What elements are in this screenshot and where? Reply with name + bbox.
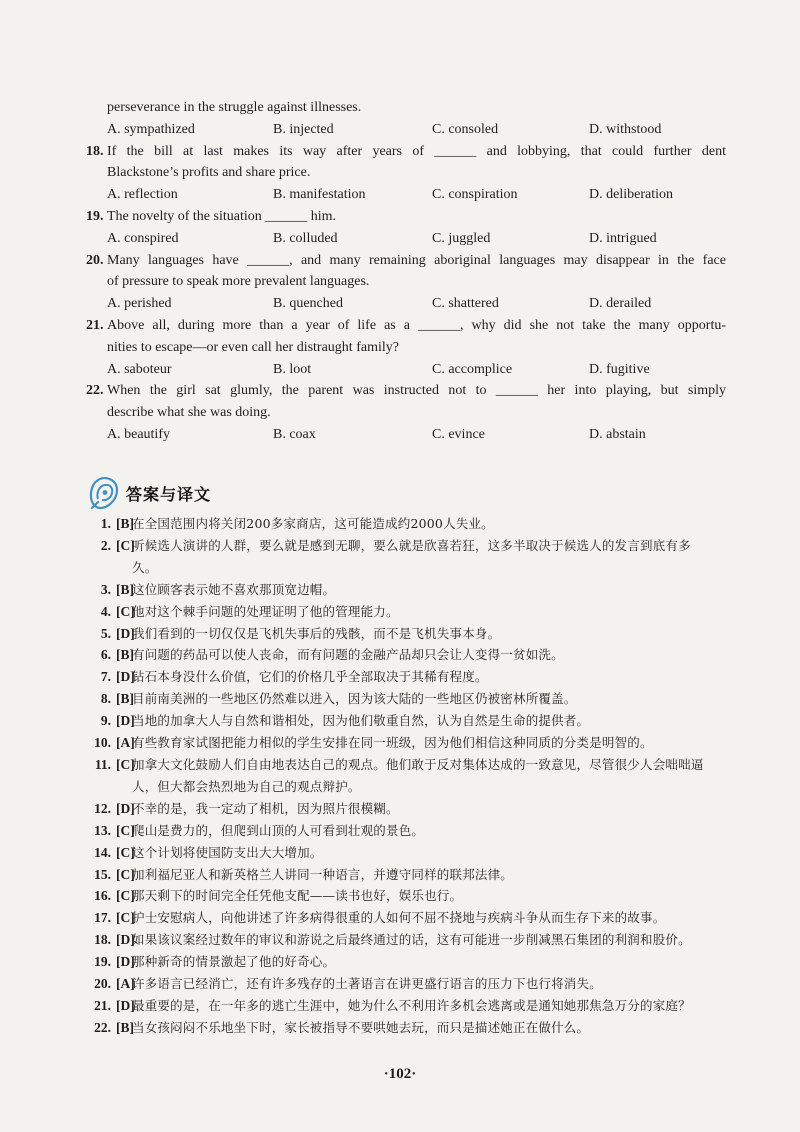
question-18-line-2: Blackstone’s profits and share price. [107,165,311,181]
option-c: C. accomplice [432,361,513,377]
question-20-line-1: 20. Many languages have ______, and many remaining aboriginal languages may disappear in the face [86,250,726,272]
answer-translation: 这个计划将使国防支出大大增加。 [132,844,323,860]
option-b: B. loot [273,361,312,377]
answer-number: 18. [94,932,111,948]
answer-translation: 爬山是费力的，但爬到山顶的人可看到壮观的景色。 [132,822,425,838]
answer-translation: 那天剩下的时间完全任凭他支配——读书也好，娱乐也行。 [132,888,463,904]
answer-item [86,842,710,864]
answer-section-icon [88,475,120,511]
answer-key: [D] [116,800,135,816]
question-21-line-1: 21. Above all, during more than a year of life as a ______, why did she not take the many opportu- [86,315,726,337]
page-number: ·102· [383,1066,417,1082]
answer-key: [B] [116,691,134,707]
answer-key: [C] [116,910,135,926]
answer-translation: 护士安慰病人，向他讲述了许多病得很重的人如何不屈不挠地与疾病斗争从而生存下来的故事。 [132,910,666,926]
answer-number: 15. [94,866,111,882]
option-c: C. conspiration [432,187,518,203]
answer-number: 9. [100,713,111,729]
answer-number: 10. [94,735,111,751]
answer-item [86,579,710,601]
answer-number: 20. [94,976,111,992]
answer-number: 12. [94,800,111,816]
questions-block [86,97,726,446]
answer-number: 6. [100,647,111,663]
answer-translation: 当女孩闷闷不乐地坐下时，家长被指导不要哄她去玩，而只是描述她正在做什么。 [132,1019,590,1035]
answer-translation: 有些教育家试图把能力相似的学生安排在同一班级，因为他们相信这种同质的分类是明智的。 [132,735,653,751]
option-d: D. derailed [589,296,652,312]
answer-number: 21. [94,997,111,1013]
question-number: 20. [86,252,104,268]
answer-key: [D] [116,932,135,948]
question-17-options [86,119,726,141]
answer-translation: 不幸的是，我一定动了相机，因为照片很模糊。 [132,800,399,816]
answer-translation: 最重要的是，在一年多的逃亡生涯中，她为什么不利用许多机会逃离或是通知她那焦急万分的家庭？ [132,997,691,1013]
question-number: 18. [86,143,104,159]
answer-translation: 目前南美洲的一些地区仍然难以进入，因为该大陆的一些地区仍被密林所覆盖。 [132,691,577,707]
answer-number: 17. [94,910,111,926]
answer-item [86,864,710,886]
answer-key: [B] [116,647,134,663]
option-a: A. reflection [107,187,178,203]
question-22-line-1: 22. When the girl sat glumly, the parent was instructed not to ______ her into playing, but simply [86,380,726,402]
answer-key: [B] [116,581,134,597]
answer-item [86,754,710,798]
answers-list [86,513,710,1039]
question-20-options [86,293,726,315]
section-title: 答案与译文 [126,484,212,504]
answer-number: 11. [94,756,111,772]
option-d: D. fugitive [589,361,650,377]
option-c: C. shattered [432,296,499,312]
answer-item [86,623,710,645]
answer-key: [C] [116,844,135,860]
question-number: 19. [86,208,104,224]
option-b: B. coax [273,426,316,442]
option-c: C. evince [432,426,485,442]
answer-key: [C] [116,756,135,772]
answer-key: [C] [116,603,135,619]
answer-translation: 听候选人演讲的人群，要么就是感到无聊，要么就是欣喜若狂，这多半取决于候选人的发言到底有多久。 [132,537,691,575]
option-a: A. perished [107,296,172,312]
question-21-line-2: nities to escape—or even call her distraught family? [107,339,399,355]
answer-item [86,710,710,732]
question-number: 22. [86,383,104,399]
option-d: D. deliberation [589,187,673,203]
answer-translation: 我们看到的一切仅仅是飞机失事后的残骸，而不是飞机失事本身。 [132,625,501,641]
answer-translation: 他对这个棘手问题的处理证明了他的管理能力。 [132,603,399,619]
option-b: B. manifestation [273,187,366,203]
answer-key: [D] [116,997,135,1013]
answer-item [86,798,710,820]
section-header [88,473,211,513]
answer-key: [D] [116,625,135,641]
answer-item [86,973,710,995]
answer-item [86,820,710,842]
answer-number: 16. [94,888,111,904]
answer-key: [D] [116,954,135,970]
answer-item [86,688,710,710]
answer-item [86,929,710,951]
answer-number: 8. [100,691,111,707]
answer-item [86,535,710,579]
answer-translation: 如果该议案经过数年的审议和游说之后最终通过的话，这有可能进一步削减黑石集团的利润和股价。 [132,932,691,948]
option-b: B. injected [273,121,334,137]
answer-item [86,601,710,623]
answer-item [86,907,710,929]
answer-number: 4. [100,603,111,619]
question-22-options [86,424,726,446]
answer-number: 14. [94,844,111,860]
answer-key: [A] [116,976,135,992]
answer-key: [B] [116,1019,134,1035]
question-18-line-1: 18. If the bill at last makes its way after years of ______ and lobbying, that could further dent [86,141,726,163]
question-17-tail: perseverance in the struggle against illnesses. [107,100,362,115]
question-18-options [86,184,726,206]
answer-item [86,666,710,688]
answer-translation: 钻石本身没什么价值，它们的价格几乎全部取决于其稀有程度。 [132,669,488,685]
answer-translation: 在全国范围内将关闭200多家商店，这可能造成约2000人失业。 [132,516,494,531]
answer-key: [C] [116,888,135,904]
option-a: A. saboteur [107,361,172,377]
answer-key: [C] [116,866,135,882]
answer-number: 2. [100,537,111,553]
option-b: B. quenched [273,296,343,312]
answer-translation: 这位顾客表示她不喜欢那顶宽边帽。 [132,581,336,597]
question-number: 21. [86,317,104,333]
option-a: A. beautify [107,426,170,442]
answer-number: 3. [100,581,111,597]
question-19-options [86,228,726,250]
answer-translation: 许多语言已经消亡，还有许多残存的土著语言在讲更盛行语言的压力下也行将消失。 [132,976,602,992]
question-21-options [86,359,726,381]
answer-item [86,951,710,973]
answer-translation: 加拿大文化鼓励人们自由地表达自己的观点。他们敢于反对集体达成的一致意见，尽管很少人会咄咄逼人，但大都会热烈地为自己的观点辩护。 [132,756,704,794]
option-b: B. colluded [273,230,338,246]
option-a: A. conspired [107,230,179,246]
answer-item [86,513,710,535]
answer-translation: 当地的加拿大人与自然和谐相处，因为他们敬重自然，认为自然是生命的提供者。 [132,713,590,729]
question-20-line-2: of pressure to speak more prevalent languages. [107,274,370,290]
option-d: D. withstood [589,121,662,137]
answer-translation: 有问题的药品可以使人丧命，而有问题的金融产品却只会让人变得一贫如洗。 [132,647,564,663]
answer-number: 13. [94,822,111,838]
answer-item [86,732,710,754]
option-c: C. juggled [432,230,491,246]
answer-key: [C] [116,822,135,838]
answer-item [86,644,710,666]
answer-number: 1. [100,516,111,531]
answer-item [86,1017,710,1039]
answer-translation: 那种新奇的情景激起了他的好奇心。 [132,954,336,970]
answer-item [86,885,710,907]
answer-key: [B] [116,516,134,531]
option-a: A. sympathized [107,121,195,137]
answer-number: 19. [94,954,111,970]
option-d: D. abstain [589,426,646,442]
answer-translation: 加利福尼亚人和新英格兰人讲同一种语言，并遵守同样的联邦法律。 [132,866,514,882]
option-d: D. intrigued [589,230,657,246]
answer-key: [A] [116,735,135,751]
answer-item [86,995,710,1017]
question-19-line-1: 19. The novelty of the situation ______ him. [86,206,726,228]
answer-key: [C] [116,537,135,553]
answer-key: [D] [116,713,135,729]
answer-key: [D] [116,669,135,685]
answer-number: 5. [100,625,111,641]
question-22-line-2: describe what she was doing. [107,405,271,421]
answer-number: 22. [94,1019,111,1035]
option-c: C. consoled [432,121,499,137]
answer-number: 7. [100,669,111,685]
